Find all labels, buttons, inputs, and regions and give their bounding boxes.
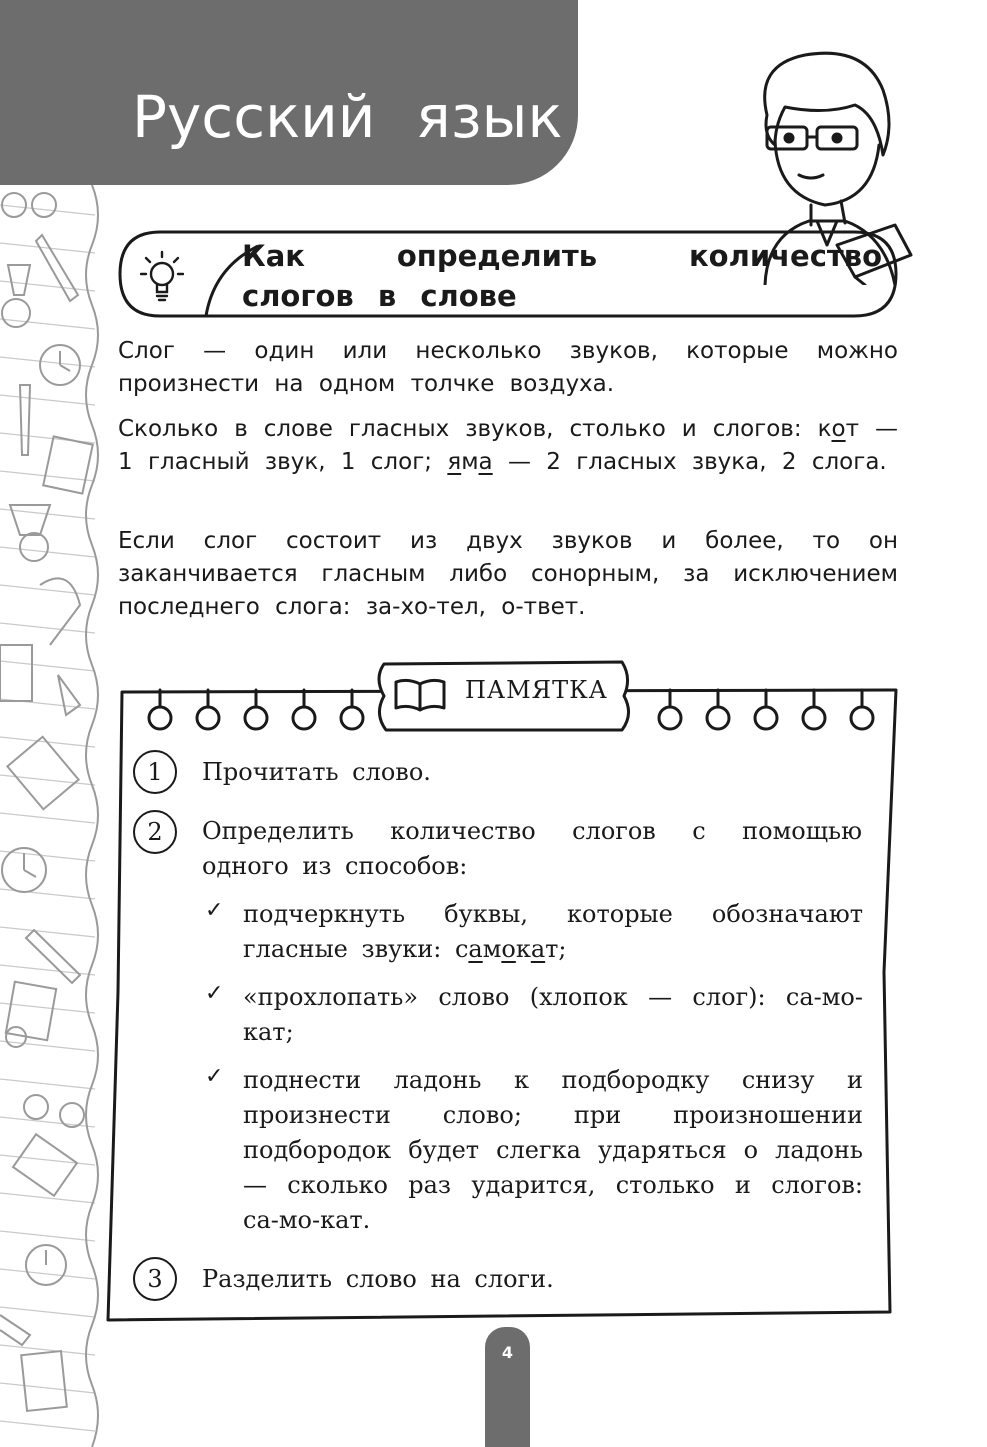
word-samokat-s: с: [454, 935, 469, 963]
open-book-icon: [392, 676, 448, 714]
word-samokat-k: к: [515, 935, 531, 963]
heading-line-1: Как определить количество: [242, 239, 882, 273]
method-underline-vowels: [243, 897, 863, 967]
heading-title: [242, 236, 882, 316]
word-samokat-a2-underlined: а: [530, 935, 546, 963]
para2-start: Сколько в слове гласных звуков, столько и слогов:: [118, 416, 818, 442]
memo-label-text: ПАМЯТКА: [465, 676, 608, 704]
word-yama-ya-underlined: я: [447, 449, 462, 475]
section-heading: [118, 228, 898, 320]
step-1-text: Прочитать слово.: [202, 758, 431, 786]
step-3-number: 3: [133, 1257, 177, 1301]
word-samokat-a-underlined: а: [468, 935, 483, 963]
heading-line-2: слогов в слове: [242, 279, 517, 313]
method-palm-chin: поднести ладонь к подбородку снизу и произнести слово; при произношении подбородок будет слегка ударяться о ладонь — сколько раз ударится, столько и слогов: са-мо-кат.: [243, 1066, 863, 1234]
para2-end: — 2 гласных звука, 2 слога.: [492, 449, 887, 475]
sub1-text: подчеркнуть буквы, которые обозначают гласные звуки:: [243, 900, 863, 963]
paragraph-syllable-definition: Слог — один или несколько звуков, которые можно произнести на одном толчке воздуха.: [118, 338, 898, 397]
checkmark-icon: ✓: [205, 1064, 224, 1089]
step-2-text: Определить количество слогов с помощью одного из способов:: [202, 817, 862, 880]
word-kot-t: т: [845, 416, 859, 442]
step-2-number: 2: [133, 810, 177, 854]
paragraph-syllable-ending-rule: Если слог состоит из двух звуков и более, то он заканчивается гласным либо сонорным, за исключением последнего слога: за-хо-тел, о-твет.: [118, 528, 898, 620]
step-3-text: Разделить слово на слоги.: [202, 1265, 554, 1293]
checkmark-icon: ✓: [205, 898, 224, 923]
word-yama-m: м: [461, 449, 479, 475]
method-clap-word: «прохлопать» слово (хлопок — слог): са-мо-кат;: [243, 983, 863, 1046]
lightbulb-icon: [140, 250, 184, 306]
checkmark-icon: ✓: [205, 981, 224, 1006]
word-yama-a-underlined: а: [478, 449, 493, 475]
sub1-end: ;: [558, 935, 567, 963]
page-number: 4: [501, 1343, 514, 1362]
word-kot-k: к: [817, 416, 832, 442]
para2-mid: — 1 гласный звук, 1 слог;: [118, 416, 898, 475]
word-samokat-o-underlined: о: [501, 935, 516, 963]
subject-title: Русский язык: [132, 83, 563, 151]
step-1-number: 1: [133, 750, 177, 794]
decorative-doodle-strip: [0, 185, 105, 1447]
word-samokat-t: т: [545, 935, 559, 963]
word-kot-o-underlined: о: [831, 416, 846, 442]
paragraph-vowels-rule: [118, 413, 898, 479]
word-samokat-m: м: [482, 935, 502, 963]
